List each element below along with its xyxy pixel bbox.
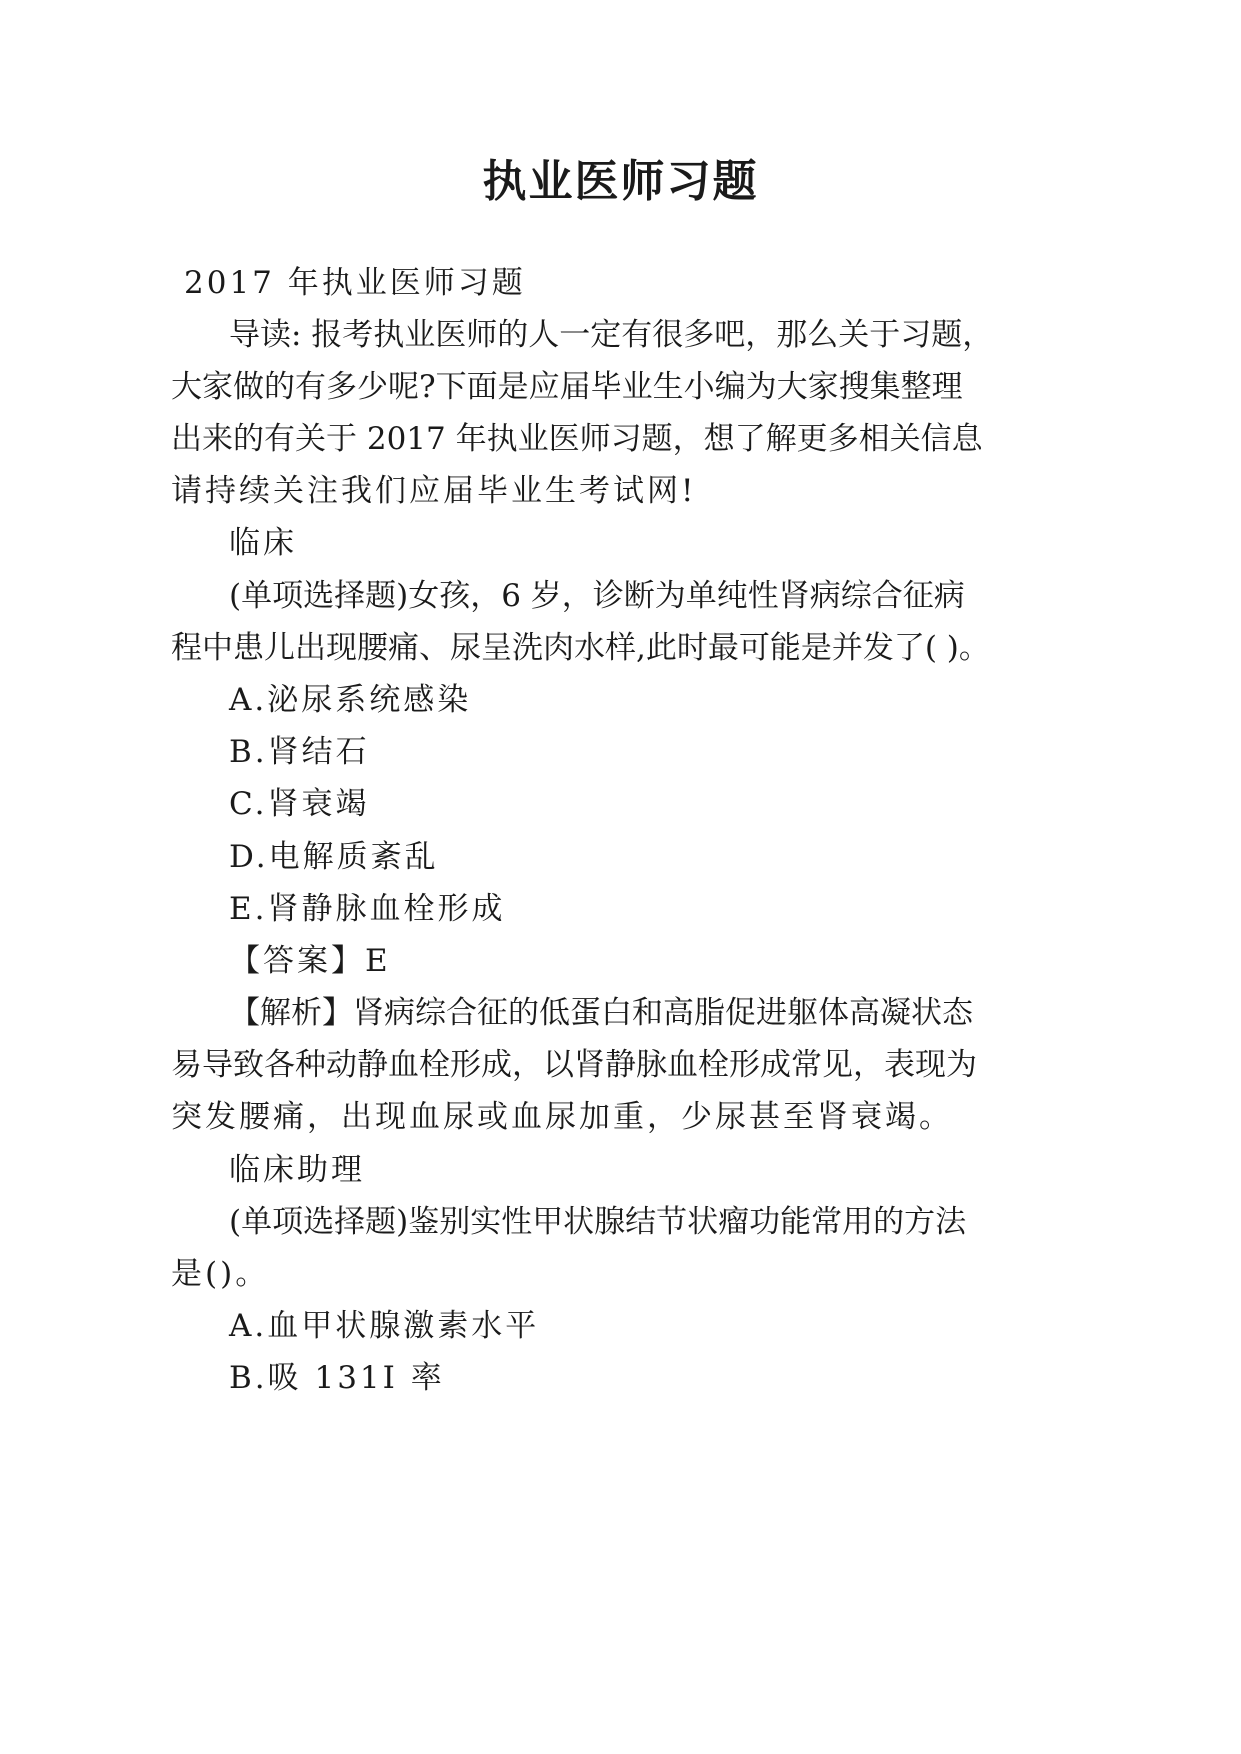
section2-heading: 临床助理	[229, 1152, 365, 1188]
section2-option-b: B.吸 131I 率	[229, 1360, 445, 1396]
intro-line-4: 请持续关注我们应届毕业生考试网!	[171, 473, 697, 509]
section1-heading: 临床	[229, 525, 297, 561]
section1-option-c: C.肾衰竭	[229, 786, 370, 822]
intro-line-1: 导读: 报考执业医师的人一定有很多吧，那么关于习题，	[229, 317, 994, 353]
section1-analysis-line-3: 突发腰痛，出现血尿或血尿加重，少尿甚至肾衰竭。	[171, 1099, 953, 1135]
section1-analysis-line-2: 易导致各种动静血栓形成，以肾静脉血栓形成常见，表现为	[171, 1047, 977, 1083]
section1-option-a: A.泌尿系统感染	[229, 682, 472, 718]
section1-answer: 【答案】E	[229, 943, 391, 979]
section1-option-b: B.肾结石	[229, 734, 370, 770]
section1-question-line-1: (单项选择题)女孩，6 岁，诊断为单纯性肾病综合征病	[229, 578, 965, 614]
document-title: 执业医师习题	[482, 156, 759, 207]
section2-question-line-1: (单项选择题)鉴别实性甲状腺结节状瘤功能常用的方法	[229, 1204, 967, 1240]
section1-option-e: E.肾静脉血栓形成	[229, 891, 506, 927]
section2-question-line-2: 是()。	[171, 1256, 270, 1292]
subtitle: 2017 年执业医师习题	[184, 265, 526, 301]
section2-option-a: A.血甲状腺激素水平	[229, 1308, 540, 1344]
section1-option-d: D.电解质紊乱	[229, 839, 439, 875]
intro-line-2: 大家做的有多少呢?下面是应届毕业生小编为大家搜集整理	[171, 369, 963, 405]
section1-question-line-2: 程中患儿出现腰痛、尿呈洗肉水样,此时最可能是并发了( )。	[171, 630, 990, 666]
intro-line-3: 出来的有关于 2017 年执业医师习题，想了解更多相关信息	[171, 421, 983, 457]
section1-analysis-line-1: 【解析】肾病综合征的低蛋白和高脂促进躯体高凝状态	[229, 995, 973, 1031]
